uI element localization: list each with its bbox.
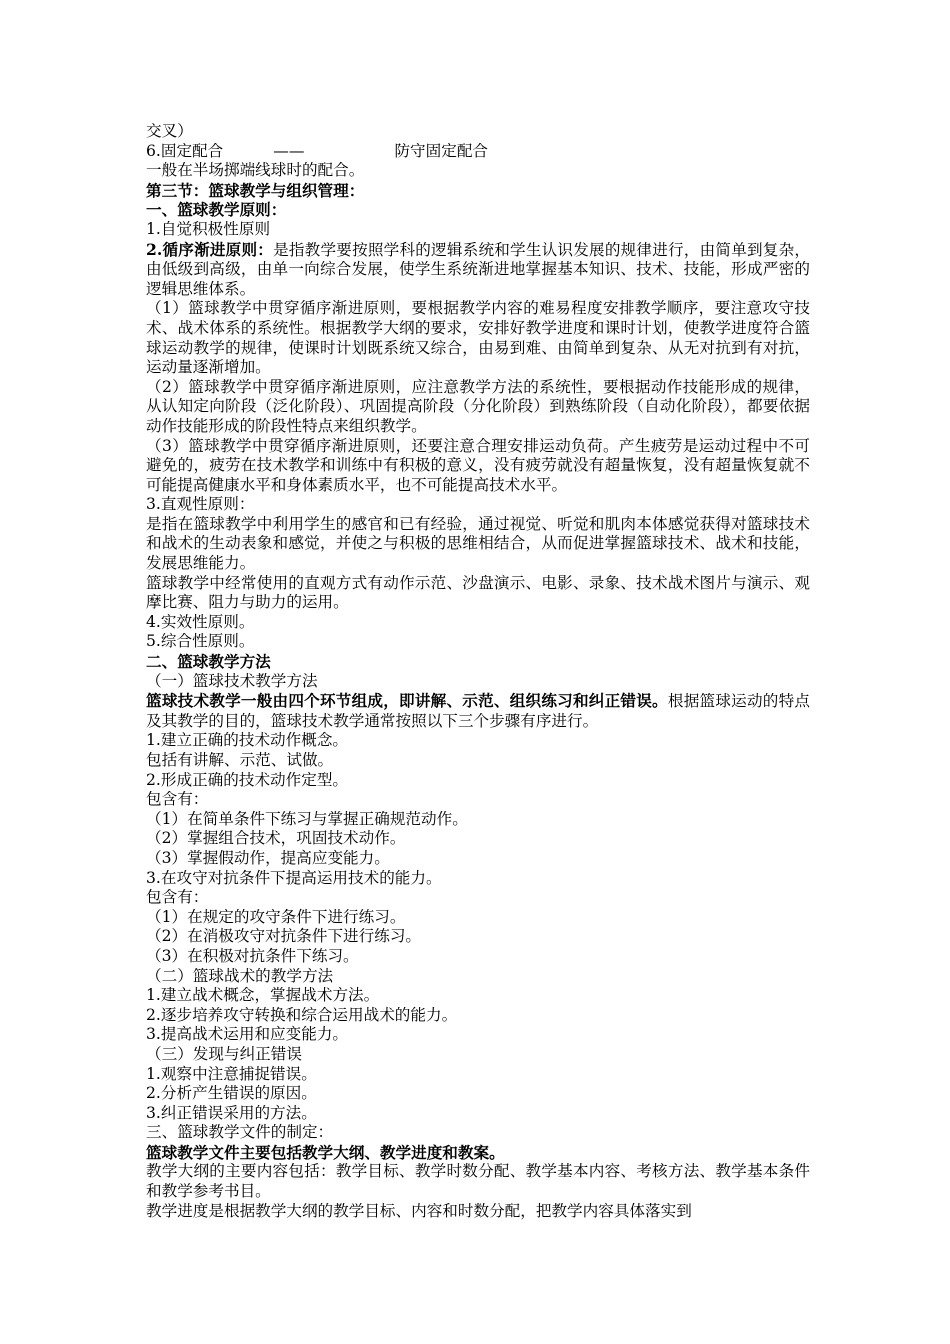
bold-segment: 篮球技术教学一般由四个环节组成，即讲解、示范、组织练习和纠正错误。 [146, 691, 668, 711]
paragraph: 教学大纲的主要内容包括：教学目标、教学时数分配、教学基本内容、考核方法、教学基本条件和教学参考书目。 [146, 1162, 810, 1201]
text-segment: —— [273, 141, 305, 160]
text-line: 1.建立正确的技术动作概念。 [146, 731, 349, 750]
text-line: 2.分析产生错误的原因。 [146, 1084, 317, 1103]
paragraph: （2）篮球教学中贯穿循序渐进原则，应注意教学方法的系统性，要根据动作技能形成的规律，从认知定向阶段（泛化阶段）、巩固提高阶段（分化阶段）到熟练阶段（自动化阶段），都要依据动作技能形成的阶段性特点来组织教学。 [146, 377, 810, 435]
text-line: 1.建立战术概念，掌握战术方法。 [146, 986, 380, 1005]
text-segment: 是指教学要按照学科的逻辑系统和学生认识发展的规律进行，由简单到复杂，由低级到高级，由单一向综合发展，使学生系统渐进地掌握基本知识、技术、技能，形成严密的逻辑思维体系。 [146, 240, 810, 298]
document-page [146, 122, 810, 1221]
text-segment: 防守固定配合 [394, 141, 489, 160]
text-line: 交叉） [146, 122, 193, 140]
text-line: （3）在积极对抗条件下练习。 [146, 946, 359, 965]
section-heading: 第三节：篮球教学与组织管理： [146, 180, 365, 200]
text-line: 1.观察中注意捕捉错误。 [146, 1064, 317, 1083]
text-line: 3.纠正错误采用的方法。 [146, 1103, 317, 1122]
text-line: 3.直观性原则： [146, 495, 255, 514]
subsection-heading: 二、篮球教学方法 [146, 652, 271, 672]
paragraph: （3）篮球教学中贯穿循序渐进原则，还要注意合理安排运动负荷。产生疲劳是运动过程中不可避免的，疲劳在技术教学和训练中有积极的意义，没有疲劳就没有超量恢复，没有超量恢复就不可能提高健康水平和身体素质水平，也不可能提高技术水平。 [146, 436, 810, 494]
text-line: 2.逐步培养攻守转换和综合运用战术的能力。 [146, 1005, 458, 1024]
text-segment: 6.固定配合 [146, 141, 224, 160]
text-line: （1）在规定的攻守条件下进行练习。 [146, 907, 406, 926]
text-line [146, 142, 810, 162]
text-line: （1）在简单条件下练习与掌握正确规范动作。 [146, 809, 468, 828]
text-line: （一）篮球技术教学方法 [146, 671, 318, 690]
subsection-heading: 一、篮球教学原则： [146, 200, 287, 220]
text-line: （2）在消极攻守对抗条件下进行练习。 [146, 927, 422, 946]
subsection-heading: 三、篮球教学文件的制定： [146, 1123, 334, 1142]
text-segment: 根据篮球运动的特点及其教学的目的，篮球技术教学通常按照以下三个步骤有序进行。 [146, 692, 810, 730]
text-line: （2）掌握组合技术，巩固技术动作。 [146, 829, 406, 848]
paragraph: 是指在篮球教学中利用学生的感官和已有经验，通过视觉、听觉和肌肉本体感觉获得对篮球技术和战术的生动表象和感觉，并使之与积极的思维相结合，从而促进掌握篮球技术、战术和技能，发展思维能力。 [146, 514, 810, 573]
text-line: 教学进度是根据教学大纲的教学目标、内容和时数分配，把教学内容具体落实到 [146, 1201, 692, 1220]
text-line: （二）篮球战术的教学方法 [146, 966, 334, 985]
text-line: 3.在攻守对抗条件下提高运用技术的能力。 [146, 868, 442, 887]
text-line: 5.综合性原则。 [146, 632, 255, 651]
text-line: 包含有： [146, 790, 209, 809]
text-line: 3.提高战术运用和应变能力。 [146, 1025, 349, 1044]
text-line: 2.形成正确的技术动作定型。 [146, 770, 349, 789]
text-line: 1.自觉积极性原则 [146, 219, 271, 238]
paragraph [146, 240, 810, 300]
text-line: 包括有讲解、示范、试做。 [146, 751, 334, 769]
paragraph: （1）篮球教学中贯穿循序渐进原则，要根据教学内容的难易程度安排教学顺序，要注意攻守技术、战术体系的系统性。根据教学大纲的要求，安排好教学进度和课时计划，使教学进度符合篮球运动教学的规律，使课时计划既系统又综合，由易到难、由简单到复杂、从无对抗到有对抗，运动量逐渐增加。 [146, 299, 810, 377]
inline-heading: 2.循序渐进原则： [146, 239, 274, 259]
bold-line: 篮球教学文件主要包括教学大纲、教学进度和教案。 [146, 1142, 505, 1162]
text-line: （3）掌握假动作，提高应变能力。 [146, 848, 390, 867]
text-line: （三）发现与纠正错误 [146, 1044, 302, 1063]
text-line: 包含有： [146, 888, 209, 907]
paragraph [146, 691, 810, 731]
text-line: 4.实效性原则。 [146, 612, 255, 631]
text-line: 一般在半场掷端线球时的配合。 [146, 161, 365, 180]
paragraph: 篮球教学中经常使用的直观方式有动作示范、沙盘演示、电影、录象、技术战术图片与演示、观摩比赛、阻力与助力的运用。 [146, 573, 810, 612]
